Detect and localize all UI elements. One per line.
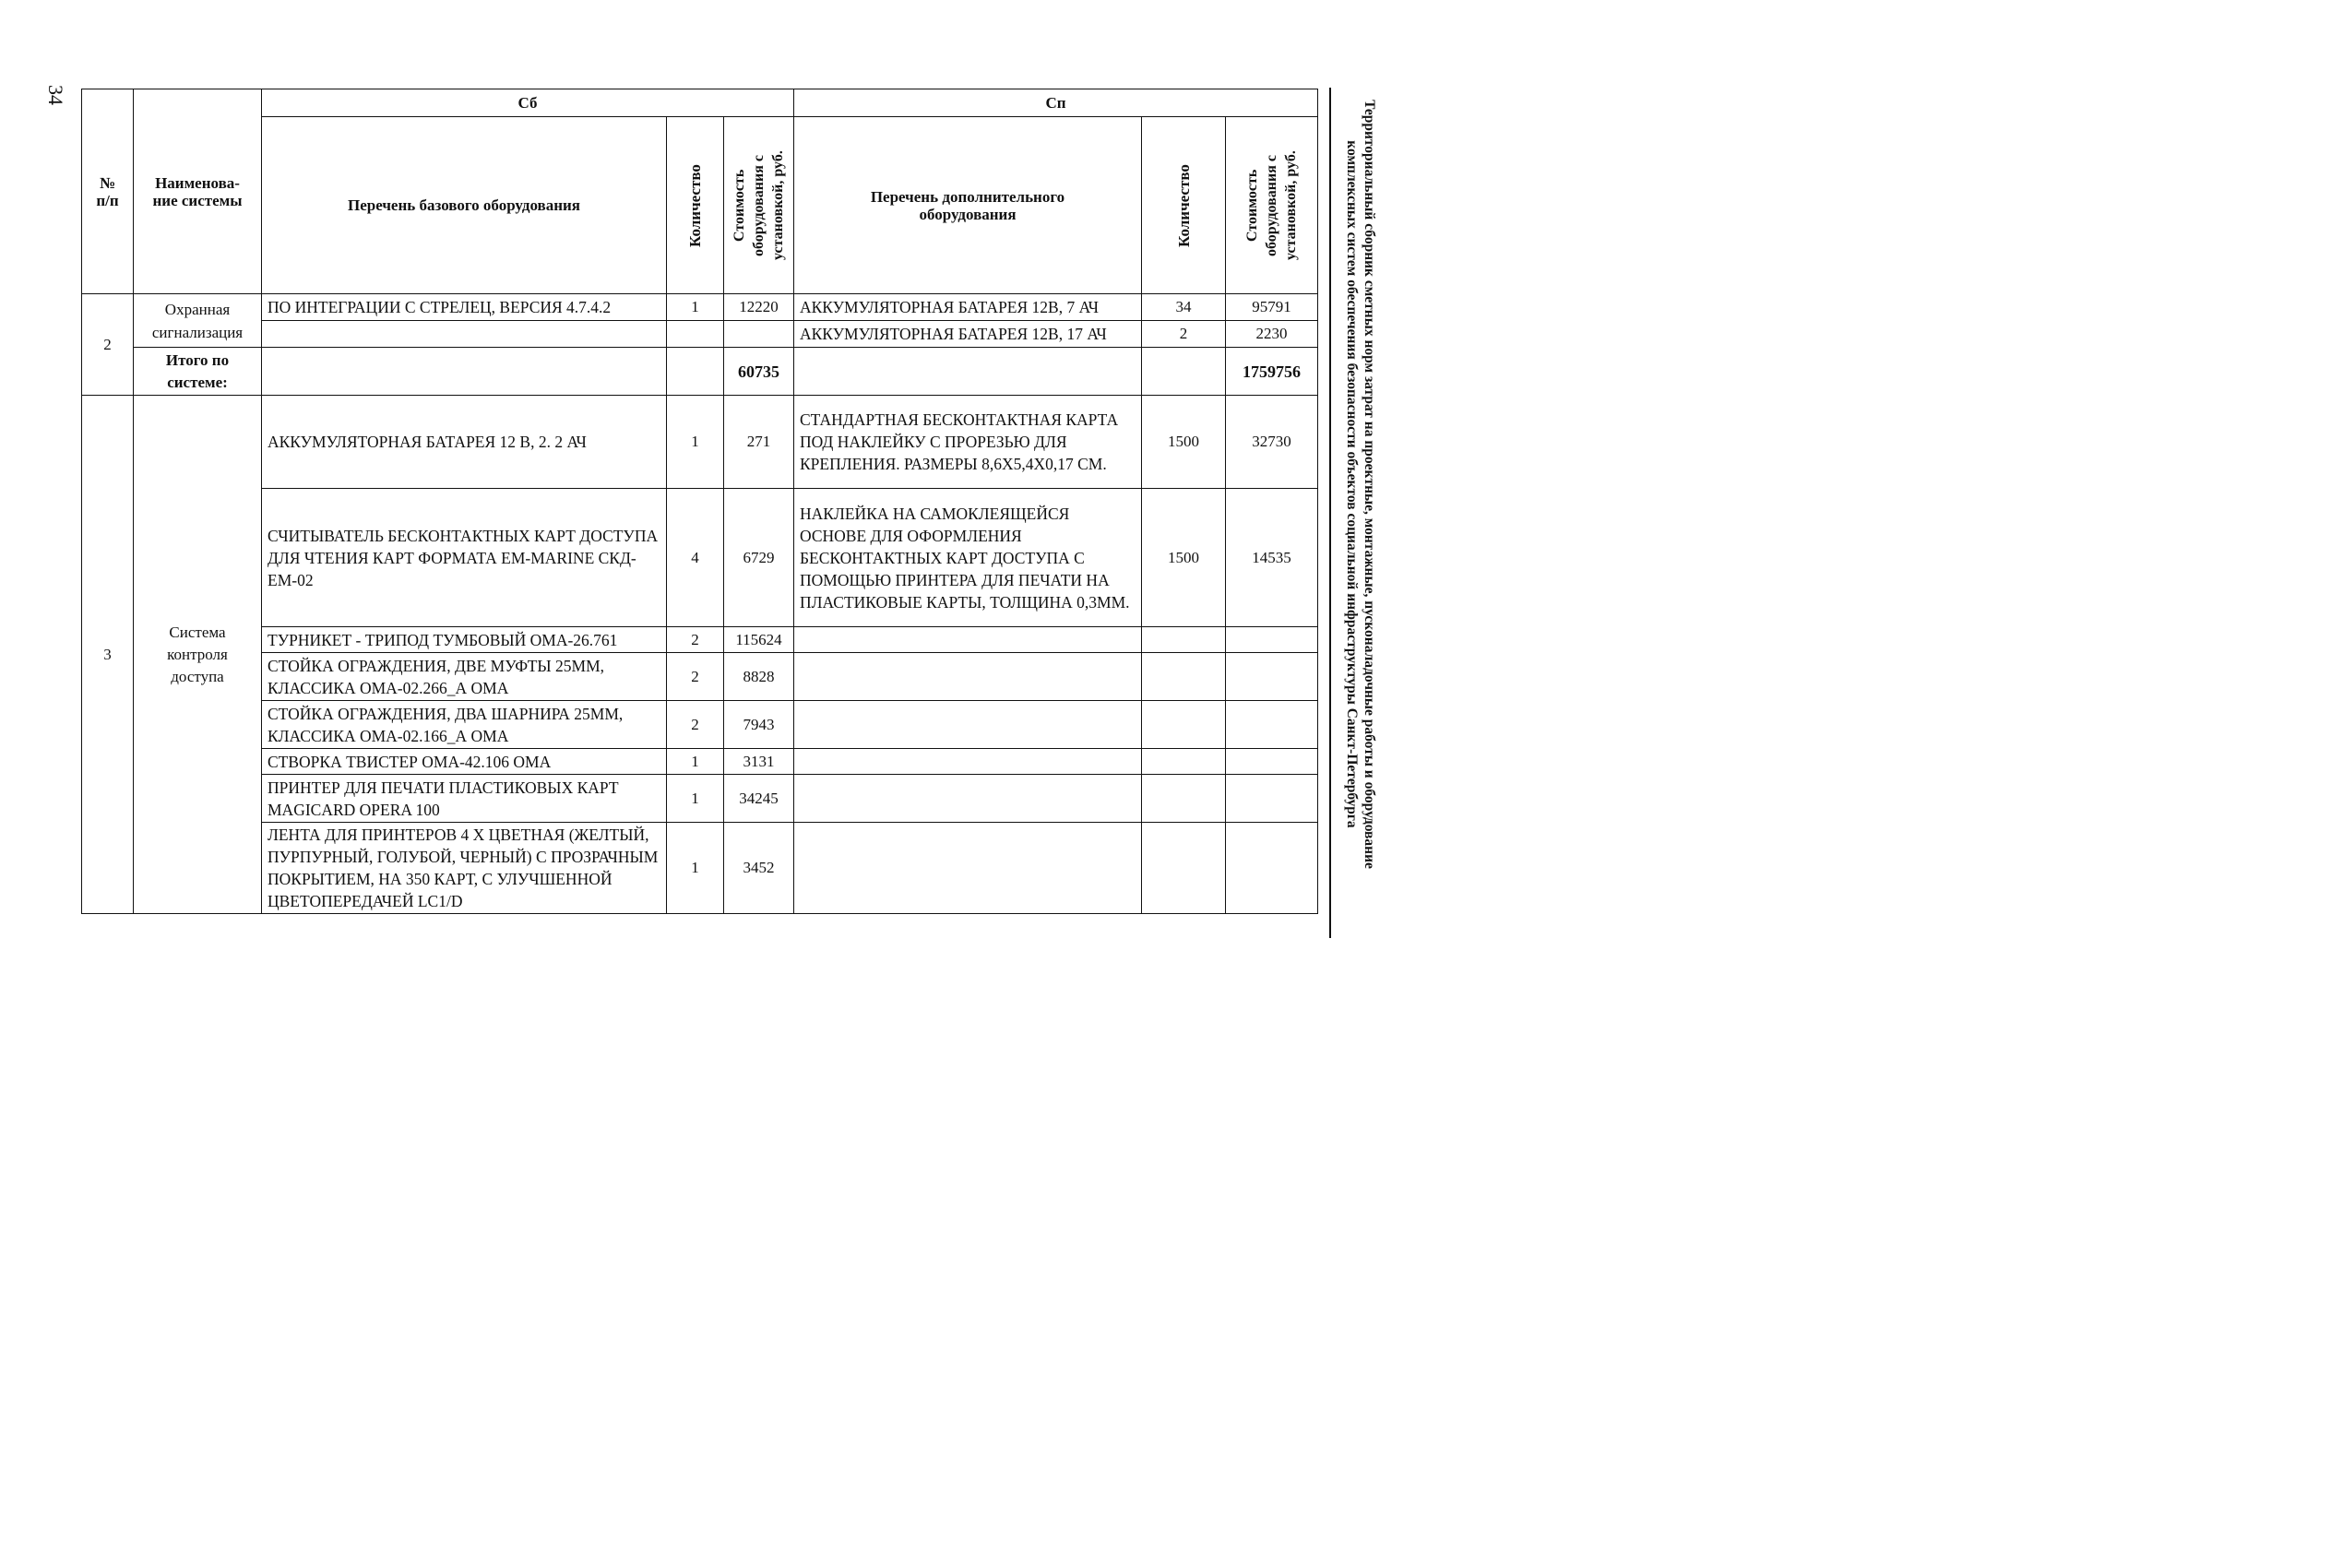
page-number: 34 bbox=[44, 85, 67, 105]
extra-qty bbox=[1142, 627, 1226, 653]
base-qty: 2 bbox=[667, 653, 724, 701]
total-empty bbox=[262, 348, 667, 396]
header-row-2 bbox=[82, 117, 1318, 294]
extra-cost bbox=[1226, 823, 1318, 914]
header-base-list: Перечень базового оборудования bbox=[262, 117, 667, 294]
base-cost: 34245 bbox=[724, 775, 794, 823]
extra-qty bbox=[1142, 823, 1226, 914]
header-system-name: Наименова-ние системы bbox=[134, 89, 262, 294]
table-row bbox=[82, 823, 1318, 914]
base-qty bbox=[667, 321, 724, 348]
extra-cost bbox=[1226, 749, 1318, 775]
base-item: СЧИТЫВАТЕЛЬ БЕСКОНТАКТНЫХ КАРТ ДОСТУПА ДЛЯ ЧТЕНИЯ КАРТ ФОРМАТА EM-MARINE СКД-ЕМ-02 bbox=[262, 489, 667, 627]
extra-cost: 2230 bbox=[1226, 321, 1318, 348]
extra-qty: 1500 bbox=[1142, 489, 1226, 627]
base-item: ПО ИНТЕГРАЦИИ С СТРЕЛЕЦ, ВЕРСИЯ 4.7.4.2 bbox=[262, 294, 667, 321]
extra-cost: 95791 bbox=[1226, 294, 1318, 321]
total-empty bbox=[1142, 348, 1226, 396]
extra-item bbox=[794, 775, 1142, 823]
header-sp: Сп bbox=[794, 89, 1318, 117]
extra-qty: 34 bbox=[1142, 294, 1226, 321]
extra-item: АККУМУЛЯТОРНАЯ БАТАРЕЯ 12В, 17 АЧ bbox=[794, 321, 1142, 348]
total-label: Итого по системе: bbox=[134, 348, 262, 396]
table-row bbox=[82, 775, 1318, 823]
total-row bbox=[82, 348, 1318, 396]
table-row bbox=[82, 294, 1318, 321]
total-empty bbox=[794, 348, 1142, 396]
extra-cost: 14535 bbox=[1226, 489, 1318, 627]
running-header bbox=[1343, 100, 1378, 869]
extra-item bbox=[794, 627, 1142, 653]
header-row-1 bbox=[82, 89, 1318, 117]
base-item: АККУМУЛЯТОРНАЯ БАТАРЕЯ 12 В, 2. 2 АЧ bbox=[262, 396, 667, 489]
header-rule bbox=[1329, 88, 1331, 938]
base-item: ЛЕНТА ДЛЯ ПРИНТЕРОВ 4 Х ЦВЕТНАЯ (ЖЕЛТЫЙ, ПУРПУРНЫЙ, ГОЛУБОЙ, ЧЕРНЫЙ) С ПРОЗРАЧНЫМ ПОКРЫТИЕМ, НА 350 КАРТ, С УЛУЧШЕННОЙ ЦВЕТОПЕРЕДАЧЕЙ LC1/D bbox=[262, 823, 667, 914]
total-base-cost: 60735 bbox=[724, 348, 794, 396]
extra-item bbox=[794, 653, 1142, 701]
base-qty: 1 bbox=[667, 775, 724, 823]
extra-item: АККУМУЛЯТОРНАЯ БАТАРЕЯ 12В, 7 АЧ bbox=[794, 294, 1142, 321]
table-row bbox=[82, 653, 1318, 701]
extra-cost bbox=[1226, 653, 1318, 701]
extra-qty: 1500 bbox=[1142, 396, 1226, 489]
extra-item bbox=[794, 749, 1142, 775]
base-cost: 271 bbox=[724, 396, 794, 489]
header-quantity2: Количество bbox=[1142, 117, 1226, 294]
extra-qty: 2 bbox=[1142, 321, 1226, 348]
table-row bbox=[82, 749, 1318, 775]
running-header-line1: Территориальный сборник сметных норм затрат на проектные, монтажные, пусконаладочные работы и оборудование bbox=[1362, 100, 1377, 869]
extra-cost bbox=[1226, 701, 1318, 749]
base-qty: 2 bbox=[667, 627, 724, 653]
base-qty: 2 bbox=[667, 701, 724, 749]
header-quantity: Количество bbox=[667, 117, 724, 294]
extra-cost bbox=[1226, 627, 1318, 653]
system-name: Система контроля доступа bbox=[134, 396, 262, 914]
extra-item: СТАНДАРТНАЯ БЕСКОНТАКТНАЯ КАРТА ПОД НАКЛЕЙКУ С ПРОРЕЗЬЮ ДЛЯ КРЕПЛЕНИЯ. РАЗМЕРЫ 8,6Х5,4Х0,17 СМ. bbox=[794, 396, 1142, 489]
base-qty: 4 bbox=[667, 489, 724, 627]
system-num: 2 bbox=[82, 294, 134, 396]
system-name: Охранная сигнализация bbox=[134, 294, 262, 348]
table-row bbox=[82, 321, 1318, 348]
extra-qty bbox=[1142, 701, 1226, 749]
extra-item: НАКЛЕЙКА НА САМОКЛЕЯЩЕЙСЯ ОСНОВЕ ДЛЯ ОФОРМЛЕНИЯ БЕСКОНТАКТНЫХ КАРТ ДОСТУПА С ПОМОЩЬЮ ПРИНТЕРА ДЛЯ ПЕЧАТИ НА ПЛАСТИКОВЫЕ КАРТЫ, ТОЛЩИНА 0,3ММ. bbox=[794, 489, 1142, 627]
table-row bbox=[82, 396, 1318, 489]
base-cost: 7943 bbox=[724, 701, 794, 749]
base-qty: 1 bbox=[667, 823, 724, 914]
extra-item bbox=[794, 701, 1142, 749]
base-item: ПРИНТЕР ДЛЯ ПЕЧАТИ ПЛАСТИКОВЫХ КАРТ MAGICARD OPERA 100 bbox=[262, 775, 667, 823]
equipment-table bbox=[81, 89, 1318, 914]
total-extra-cost: 1759756 bbox=[1226, 348, 1318, 396]
base-qty: 1 bbox=[667, 396, 724, 489]
extra-qty bbox=[1142, 775, 1226, 823]
base-qty: 1 bbox=[667, 294, 724, 321]
extra-item bbox=[794, 823, 1142, 914]
header-cost2: Стоимость оборудования с установкой, руб. bbox=[1226, 117, 1318, 294]
extra-cost bbox=[1226, 775, 1318, 823]
base-item: СТВОРКА ТВИСТЕР ОМА-42.106 ОМА bbox=[262, 749, 667, 775]
base-qty: 1 bbox=[667, 749, 724, 775]
base-cost: 3452 bbox=[724, 823, 794, 914]
base-item: ТУРНИКЕТ - ТРИПОД ТУМБОВЫЙ ОМА-26.761 bbox=[262, 627, 667, 653]
system-num: 3 bbox=[82, 396, 134, 914]
table-row bbox=[82, 701, 1318, 749]
extra-qty bbox=[1142, 653, 1226, 701]
base-cost: 12220 bbox=[724, 294, 794, 321]
table-row bbox=[82, 489, 1318, 627]
base-cost: 6729 bbox=[724, 489, 794, 627]
extra-cost: 32730 bbox=[1226, 396, 1318, 489]
base-cost: 8828 bbox=[724, 653, 794, 701]
base-item: СТОЙКА ОГРАЖДЕНИЯ, ДВА ШАРНИРА 25ММ, КЛАССИКА ОМА-02.166_А ОМА bbox=[262, 701, 667, 749]
base-cost bbox=[724, 321, 794, 348]
base-cost: 115624 bbox=[724, 627, 794, 653]
total-empty bbox=[667, 348, 724, 396]
header-cost: Стоимость оборудования с установкой, руб. bbox=[724, 117, 794, 294]
header-num: № п/п bbox=[82, 89, 134, 294]
header-sb: Сб bbox=[262, 89, 794, 117]
running-header-line2: комплексных систем обеспечения безопасности объектов социальной инфраструктуры Санкт-Петербурга bbox=[1344, 140, 1360, 828]
header-extra-list: Перечень дополнительного оборудования bbox=[794, 117, 1142, 294]
base-cost: 3131 bbox=[724, 749, 794, 775]
base-item bbox=[262, 321, 667, 348]
table-row bbox=[82, 627, 1318, 653]
extra-qty bbox=[1142, 749, 1226, 775]
base-item: СТОЙКА ОГРАЖДЕНИЯ, ДВЕ МУФТЫ 25ММ, КЛАССИКА ОМА-02.266_А ОМА bbox=[262, 653, 667, 701]
